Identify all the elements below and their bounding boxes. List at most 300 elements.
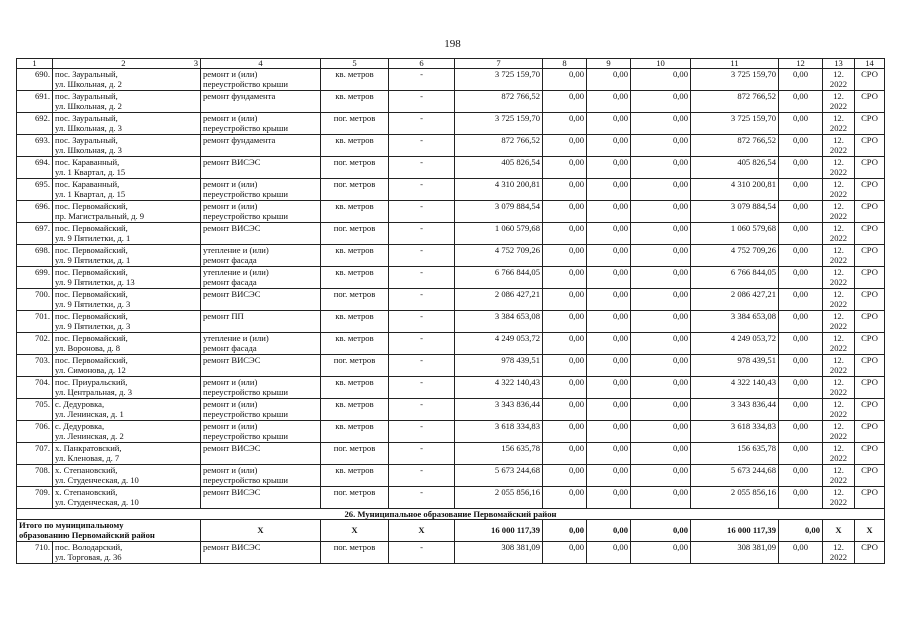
row-number: 700. [17, 289, 53, 311]
fund-cell: 0,00 [631, 465, 691, 487]
address-cell [53, 69, 201, 91]
fund-cell: 0,00 [631, 157, 691, 179]
cell-line: 2022 [829, 343, 848, 354]
table-row [17, 113, 885, 135]
deadline-cell [823, 333, 855, 355]
header-cell: 6 [389, 59, 455, 69]
fund-cell: 0,00 [543, 355, 587, 377]
unit-cell: кв. метров [321, 69, 389, 91]
address-cell [53, 311, 201, 333]
owners-funds-cell: 872 766,52 [691, 91, 779, 113]
fund-cell: 0,00 [587, 377, 631, 399]
cell-line: 2022 [829, 497, 848, 508]
row-number: 705. [17, 399, 53, 421]
cell-line: переустройство крыши [203, 475, 288, 486]
work-type-cell [201, 245, 321, 267]
fund-cell: 0,00 [543, 542, 587, 564]
cell-line: х. Степановский, [55, 487, 118, 497]
work-type-cell [201, 69, 321, 91]
fund-cell: 0,00 [779, 333, 823, 355]
cell-line: ремонт ВИСЭС [203, 542, 261, 552]
deadline-cell [823, 91, 855, 113]
unit-cell: кв. метров [321, 421, 389, 443]
cell-line: 2022 [829, 365, 848, 376]
table-row [17, 355, 885, 377]
fund-cell: 0,00 [543, 113, 587, 135]
cell-line: пр. Магистральный, д. 9 [55, 211, 145, 222]
row-number: 709. [17, 487, 53, 509]
address-cell [53, 333, 201, 355]
unit-cell: кв. метров [321, 399, 389, 421]
cell-line: образованию Первомайский район [19, 530, 155, 541]
cell-line: 12. [833, 91, 844, 101]
table-row [17, 399, 885, 421]
cell-line: 12. [833, 377, 844, 387]
cell-line: пос. Приуральский, [55, 377, 128, 387]
table-row [17, 465, 885, 487]
cell-line: ремонт фундамента [203, 135, 276, 145]
work-type-cell [201, 399, 321, 421]
cell-line: переустройство крыши [203, 409, 288, 420]
fund-cell: 0,00 [631, 421, 691, 443]
table-row [17, 377, 885, 399]
header-cell: 14 [855, 59, 885, 69]
header-cell: 4 [201, 59, 321, 69]
area-cell: - [389, 333, 455, 355]
header-row [17, 59, 885, 69]
fund-cell: 0,00 [587, 421, 631, 443]
cell-line: утепление и (или) [203, 245, 269, 255]
cell-line: ул. Школьная, д. 3 [55, 145, 122, 156]
cell-line: с. Дедуровка, [55, 421, 105, 431]
cell-line: ул. Симонова, д. 12 [55, 365, 126, 376]
row-number: 703. [17, 355, 53, 377]
row-number: 702. [17, 333, 53, 355]
method-cell: СРО [855, 443, 885, 465]
fund-cell: 0,00 [587, 245, 631, 267]
total-cost-cell: 2 086 427,21 [455, 289, 543, 311]
cell-line: пос. Первомайский, [55, 333, 128, 343]
work-type-cell [201, 179, 321, 201]
row-number: 704. [17, 377, 53, 399]
area-cell: - [389, 465, 455, 487]
cell-line: 12. [833, 201, 844, 211]
cell-line: 12. [833, 223, 844, 233]
cell-line: ул. 9 Пятилетки, д. 3 [55, 299, 131, 310]
fund-cell: 0,00 [543, 443, 587, 465]
fund-cell: 0,00 [587, 289, 631, 311]
cell-line: 2022 [829, 321, 848, 332]
fund-cell: 0,00 [543, 69, 587, 91]
cell-line: 2022 [829, 189, 848, 200]
deadline-cell [823, 421, 855, 443]
deadline-cell [823, 487, 855, 509]
owners-funds-cell: 405 826,54 [691, 157, 779, 179]
fund-cell: 0,00 [631, 542, 691, 564]
fund-cell: 0,00 [631, 377, 691, 399]
method-cell: СРО [855, 421, 885, 443]
unit-cell: кв. метров [321, 377, 389, 399]
cell-line: ул. Студенческая, д. 10 [55, 497, 139, 508]
cell-line: 2022 [829, 387, 848, 398]
address-cell [53, 113, 201, 135]
cell-line: ремонт и (или) [203, 179, 258, 189]
deadline-cell [823, 443, 855, 465]
fund-cell: 0,00 [631, 399, 691, 421]
deadline-cell [823, 377, 855, 399]
owners-funds-cell: 4 249 053,72 [691, 333, 779, 355]
unit-cell: пог. метров [321, 355, 389, 377]
fund-cell: 0,00 [779, 421, 823, 443]
owners-funds-cell: 156 635,78 [691, 443, 779, 465]
total-cost-cell: 978 439,51 [455, 355, 543, 377]
method-cell: СРО [855, 223, 885, 245]
owners-funds-cell: 3 343 836,44 [691, 399, 779, 421]
area-cell: - [389, 421, 455, 443]
fund-cell: 0,00 [779, 311, 823, 333]
deadline-cell [823, 542, 855, 564]
header-cell: 5 [321, 59, 389, 69]
area-cell: - [389, 157, 455, 179]
deadline-cell [823, 311, 855, 333]
cell-line: пос. Первомайский, [55, 267, 128, 277]
fund-cell: 0,00 [543, 311, 587, 333]
header-cell: 10 [631, 59, 691, 69]
fund-cell: 0,00 [631, 443, 691, 465]
cell-line: пос. Первомайский, [55, 355, 128, 365]
cell-line: 12. [833, 267, 844, 277]
method-cell: СРО [855, 267, 885, 289]
fund-cell: 0,00 [543, 245, 587, 267]
cell-line: 2022 [829, 299, 848, 310]
method-cell: СРО [855, 201, 885, 223]
total-cost-cell: 2 055 856,16 [455, 487, 543, 509]
cell-line: ул. Торговая, д. 36 [55, 552, 122, 563]
table-body [17, 69, 885, 564]
table-row [17, 69, 885, 91]
cell-line: ул. Воронова, д. 8 [55, 343, 121, 354]
cell-line: ремонт фасада [203, 255, 257, 266]
unit-cell: пог. метров [321, 443, 389, 465]
fund-cell: 0,00 [631, 69, 691, 91]
fund-cell: 0,00 [543, 465, 587, 487]
capital-repair-table [16, 58, 885, 564]
header-cell: 13 [823, 59, 855, 69]
work-type-cell [201, 223, 321, 245]
cell-line: переустройство крыши [203, 123, 288, 134]
table-row [17, 487, 885, 509]
work-type-cell [201, 289, 321, 311]
fund-cell: 0,00 [779, 157, 823, 179]
fund-cell: 0,00 [779, 487, 823, 509]
cell-line: ул. 1 Квартал, д. 15 [55, 167, 126, 178]
cell-line: 2022 [829, 431, 848, 442]
cell-line: 12. [833, 245, 844, 255]
area-cell: - [389, 487, 455, 509]
cell-line: переустройство крыши [203, 431, 288, 442]
fund-cell: 0,00 [543, 91, 587, 113]
total-cell: X [201, 520, 321, 542]
cell-line: ремонт и (или) [203, 69, 258, 79]
cell-line: 2022 [829, 211, 848, 222]
fund-cell: 0,00 [587, 69, 631, 91]
cell-line: ул. Кленовая, д. 7 [55, 453, 120, 464]
fund-cell: 0,00 [587, 311, 631, 333]
cell-line: ремонт и (или) [203, 399, 258, 409]
cell-line: ул. Ленинская, д. 2 [55, 431, 124, 442]
cell-line: переустройство крыши [203, 387, 288, 398]
fund-cell: 0,00 [543, 157, 587, 179]
method-cell: СРО [855, 289, 885, 311]
area-cell: - [389, 201, 455, 223]
method-cell: СРО [855, 69, 885, 91]
total-cost-cell: 5 673 244,68 [455, 465, 543, 487]
method-cell: СРО [855, 399, 885, 421]
header-cell-3: 3 [193, 58, 198, 68]
address-cell [53, 399, 201, 421]
fund-cell: 0,00 [543, 487, 587, 509]
table-row [17, 223, 885, 245]
total-cost-cell: 4 322 140,43 [455, 377, 543, 399]
address-cell [53, 421, 201, 443]
area-cell: - [389, 179, 455, 201]
deadline-cell [823, 179, 855, 201]
cell-line: ул. Школьная, д. 2 [55, 79, 122, 90]
fund-cell: 0,00 [779, 69, 823, 91]
address-cell [53, 465, 201, 487]
page-number: 198 [444, 38, 461, 50]
fund-cell: 0,00 [779, 201, 823, 223]
fund-cell: 0,00 [587, 157, 631, 179]
total-cost-cell: 3 079 884,54 [455, 201, 543, 223]
cell-line: 12. [833, 487, 844, 497]
address-cell [53, 267, 201, 289]
owners-funds-cell: 4 752 709,26 [691, 245, 779, 267]
table-row [17, 443, 885, 465]
cell-line: с. Дедуровка, [55, 399, 105, 409]
unit-cell: кв. метров [321, 135, 389, 157]
total-cell: 0,00 [779, 520, 823, 542]
total-cost-cell: 6 766 844,05 [455, 267, 543, 289]
owners-funds-cell: 3 079 884,54 [691, 201, 779, 223]
fund-cell: 0,00 [779, 135, 823, 157]
area-cell: - [389, 399, 455, 421]
row-number: 698. [17, 245, 53, 267]
deadline-cell [823, 201, 855, 223]
fund-cell: 0,00 [779, 179, 823, 201]
cell-line: ремонт ВИСЭС [203, 289, 261, 299]
row-number: 708. [17, 465, 53, 487]
row-number: 707. [17, 443, 53, 465]
fund-cell: 0,00 [779, 91, 823, 113]
cell-line: утепление и (или) [203, 267, 269, 277]
fund-cell: 0,00 [543, 289, 587, 311]
work-type-cell [201, 311, 321, 333]
cell-line: ремонт фасада [203, 277, 257, 288]
owners-funds-cell: 6 766 844,05 [691, 267, 779, 289]
fund-cell: 0,00 [587, 201, 631, 223]
fund-cell: 0,00 [779, 377, 823, 399]
work-type-cell [201, 465, 321, 487]
table-row [17, 135, 885, 157]
deadline-cell [823, 399, 855, 421]
unit-cell: кв. метров [321, 267, 389, 289]
method-cell: СРО [855, 135, 885, 157]
fund-cell: 0,00 [631, 91, 691, 113]
table-row [17, 421, 885, 443]
cell-line: 12. [833, 157, 844, 167]
unit-cell: кв. метров [321, 91, 389, 113]
fund-cell: 0,00 [779, 289, 823, 311]
cell-line: 2022 [829, 79, 848, 90]
work-type-cell [201, 267, 321, 289]
unit-cell: кв. метров [321, 311, 389, 333]
address-cell [53, 179, 201, 201]
fund-cell: 0,00 [631, 223, 691, 245]
cell-line: ремонт и (или) [203, 421, 258, 431]
owners-funds-cell: 2 086 427,21 [691, 289, 779, 311]
cell-line: переустройство крыши [203, 211, 288, 222]
table-row [17, 157, 885, 179]
cell-line: пос. Первомайский, [55, 201, 128, 211]
cell-line: ремонт ВИСЭС [203, 223, 261, 233]
total-cell: 16 000 117,39 [455, 520, 543, 542]
cell-line: 12. [833, 443, 844, 453]
total-cost-cell: 405 826,54 [455, 157, 543, 179]
cell-line: ул. Студенческая, д. 10 [55, 475, 139, 486]
fund-cell: 0,00 [543, 267, 587, 289]
cell-line: 12. [833, 289, 844, 299]
cell-line: 12. [833, 135, 844, 145]
total-cell: X [321, 520, 389, 542]
cell-line: 2022 [829, 453, 848, 464]
work-type-cell [201, 542, 321, 564]
fund-cell: 0,00 [543, 377, 587, 399]
cell-line: 12. [833, 399, 844, 409]
cell-line: 2022 [829, 409, 848, 420]
total-cost-cell: 4 249 053,72 [455, 333, 543, 355]
method-cell: СРО [855, 91, 885, 113]
header-cell: 11 [691, 59, 779, 69]
cell-line: х. Панкратовский, [55, 443, 122, 453]
cell-line: 12. [833, 113, 844, 123]
row-number: 692. [17, 113, 53, 135]
cell-line: пос. Первомайский, [55, 311, 128, 321]
cell-line: ремонт и (или) [203, 113, 258, 123]
address-cell [53, 91, 201, 113]
work-type-cell [201, 113, 321, 135]
owners-funds-cell: 978 439,51 [691, 355, 779, 377]
method-cell: СРО [855, 245, 885, 267]
cell-line: ул. Школьная, д. 3 [55, 123, 122, 134]
unit-cell: кв. метров [321, 333, 389, 355]
section-title: 26. Муниципальное образование Первомайский район [17, 509, 885, 520]
cell-line: пос. Караванный, [55, 157, 120, 167]
fund-cell: 0,00 [543, 421, 587, 443]
total-cost-cell: 3 343 836,44 [455, 399, 543, 421]
deadline-cell [823, 135, 855, 157]
method-cell: СРО [855, 311, 885, 333]
total-cost-cell: 308 381,09 [455, 542, 543, 564]
row-number: 690. [17, 69, 53, 91]
fund-cell: 0,00 [587, 399, 631, 421]
unit-cell: кв. метров [321, 201, 389, 223]
fund-cell: 0,00 [587, 179, 631, 201]
total-cost-cell: 156 635,78 [455, 443, 543, 465]
fund-cell: 0,00 [631, 201, 691, 223]
fund-cell: 0,00 [587, 465, 631, 487]
area-cell: - [389, 355, 455, 377]
header-cell: 7 [455, 59, 543, 69]
header-cell: 9 [587, 59, 631, 69]
cell-line: 12. [833, 69, 844, 79]
table-row [17, 267, 885, 289]
row-number: 694. [17, 157, 53, 179]
table-header [17, 59, 885, 69]
owners-funds-cell: 3 384 653,08 [691, 311, 779, 333]
total-cost-cell: 1 060 579,68 [455, 223, 543, 245]
cell-line: 12. [833, 465, 844, 475]
fund-cell: 0,00 [587, 91, 631, 113]
fund-cell: 0,00 [779, 113, 823, 135]
address-cell [53, 135, 201, 157]
fund-cell: 0,00 [587, 223, 631, 245]
area-cell: - [389, 311, 455, 333]
deadline-cell [823, 223, 855, 245]
cell-line: 12. [833, 355, 844, 365]
cell-line: ул. 9 Пятилетки, д. 1 [55, 233, 131, 244]
table-row [17, 289, 885, 311]
cell-line: пос. Первомайский, [55, 289, 128, 299]
total-cell: X [855, 520, 885, 542]
cell-line: пос. Первомайский, [55, 245, 128, 255]
cell-line: 2022 [829, 101, 848, 112]
total-label [17, 520, 201, 542]
header-cell: 12 [779, 59, 823, 69]
total-cost-cell: 4 752 709,26 [455, 245, 543, 267]
unit-cell: пог. метров [321, 179, 389, 201]
cell-line: пос. Зауральный, [55, 135, 118, 145]
cell-line: 12. [833, 179, 844, 189]
total-row [17, 520, 885, 542]
row-number: 696. [17, 201, 53, 223]
cell-line: утепление и (или) [203, 333, 269, 343]
area-cell: - [389, 223, 455, 245]
fund-cell: 0,00 [779, 443, 823, 465]
table-row [17, 542, 885, 564]
method-cell: СРО [855, 465, 885, 487]
cell-line: ул. 9 Пятилетки, д. 1 [55, 255, 131, 266]
fund-cell: 0,00 [631, 487, 691, 509]
fund-cell: 0,00 [587, 333, 631, 355]
address-cell [53, 245, 201, 267]
cell-line: 2022 [829, 145, 848, 156]
cell-line: ремонт ВИСЭС [203, 157, 261, 167]
work-type-cell [201, 91, 321, 113]
cell-line: переустройство крыши [203, 79, 288, 90]
total-cell: 0,00 [631, 520, 691, 542]
total-cell: X [389, 520, 455, 542]
fund-cell: 0,00 [779, 399, 823, 421]
fund-cell: 0,00 [543, 179, 587, 201]
cell-line: 2022 [829, 233, 848, 244]
cell-line: ремонт ВИСЭС [203, 443, 261, 453]
cell-line: 2022 [829, 123, 848, 134]
area-cell: - [389, 267, 455, 289]
work-type-cell [201, 333, 321, 355]
area-cell: - [389, 443, 455, 465]
work-type-cell [201, 157, 321, 179]
